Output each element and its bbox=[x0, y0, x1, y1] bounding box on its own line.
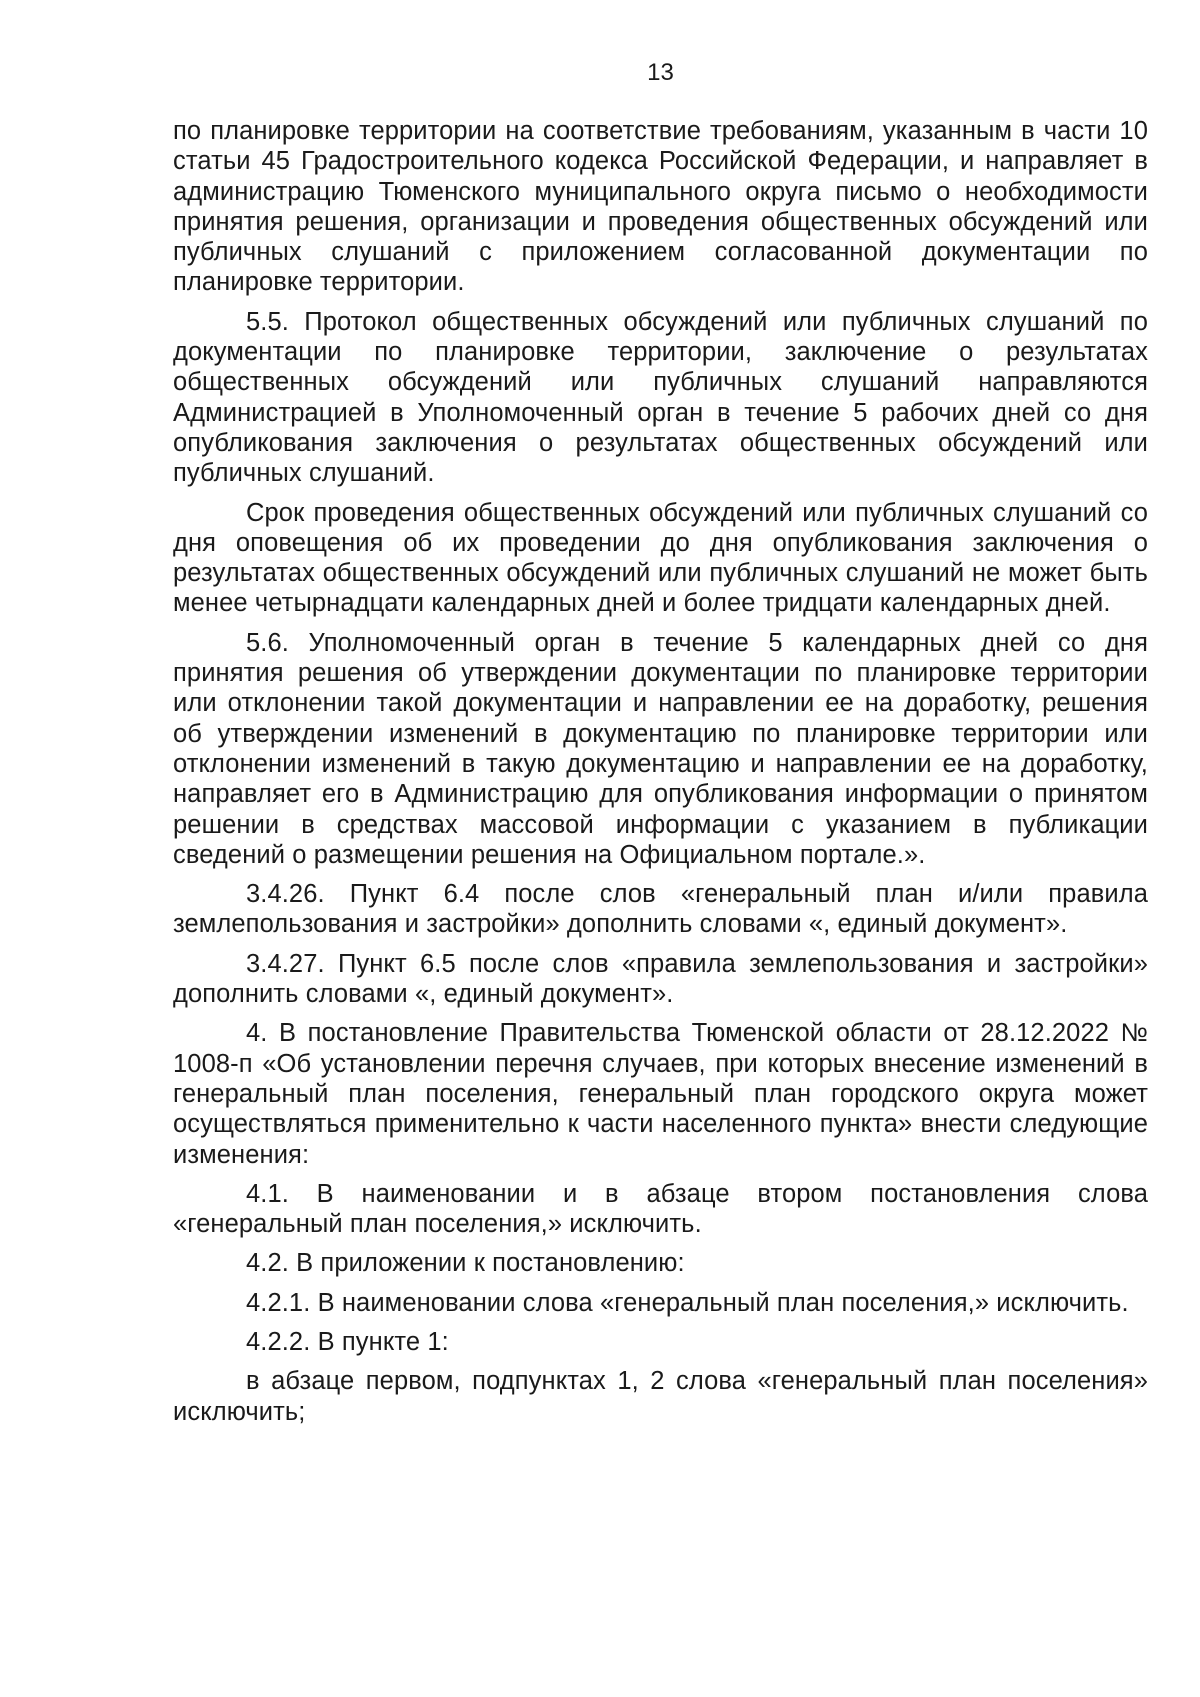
paragraph-4-2-1: 4.2.1. В наименовании слова «генеральный план поселения,» исключить. bbox=[246, 1288, 1129, 1317]
paragraph-4-1: 4.1. В наименовании и в абзаце втором постановления слова «генеральный план поселения,» исключить. bbox=[173, 1179, 1148, 1239]
paragraph-3-4-27: 3.4.27. Пункт 6.5 после слов «правила землепользования и застройки» дополнить словами «, единый документ». bbox=[173, 949, 1148, 1009]
paragraph-3-4-26: 3.4.26. Пункт 6.4 после слов «генеральный план и/или правила землепользования и застройки» дополнить словами «, единый документ». bbox=[173, 880, 1148, 939]
paragraph-continuation: по планировке территории на соответствие требованиям, указанным в части 10 статьи 45 Градостроительного кодекса Российской Федерации, и направляет в администрацию Тюменского муниципального округа письмо о необходимости принятия решения, организации и проведения общественных обсуждений или публичных слушаний с приложением согласованной документации по планировке территории. bbox=[173, 117, 1148, 297]
paragraph-4: 4. В постановление Правительства Тюменской области от 28.12.2022 № 1008-п «Об установлении перечня случаев, при которых внесение изменений в генеральный план поселения, генеральный план городского округа может осуществляться применительно к части населенного пункта» внести следующие изменения: bbox=[173, 1019, 1148, 1169]
paragraph-5-5: 5.5. Протокол общественных обсуждений или публичных слушаний по документации по планировке территории, заключение о результатах общественных обсуждений или публичных слушаний направляются Администрацией в Уполномоченный орган в течение 5 рабочих дней со дня опубликования заключения о результатах общественных обсуждений или публичных слушаний. bbox=[173, 307, 1148, 488]
paragraph-term: Срок проведения общественных обсуждений или публичных слушаний со дня оповещения об их проведении до дня опубликования заключения о результатах общественных обсуждений или публичных слушаний не может быть менее четырнадцати календарных дней и более тридцати календарных дней. bbox=[173, 498, 1148, 618]
paragraph-5-6: 5.6. Уполномоченный орган в течение 5 календарных дней со дня принятия решения об утверждении документации по планировке территории или отклонении такой документации и направлении ее на доработку, решения об утверждении изменений в документацию по планировке территории или отклонении изменений в такую документацию и направлении ее на доработку, направляет его в Администрацию для опубликования информации о принятом решении в средствах массовой информации с указанием в публикации сведений о размещении решения на Официальном портале.». bbox=[173, 628, 1148, 869]
page-number: 13 bbox=[647, 59, 674, 86]
paragraph-first-abzac: в абзаце первом, подпунктах 1, 2 слова «генеральный план поселения» исключить; bbox=[173, 1367, 1148, 1426]
paragraph-4-2-2: 4.2.2. В пункте 1: bbox=[246, 1327, 449, 1356]
document-body bbox=[173, 116, 1148, 1436]
paragraph-4-2: 4.2. В приложении к постановлению: bbox=[246, 1249, 685, 1278]
